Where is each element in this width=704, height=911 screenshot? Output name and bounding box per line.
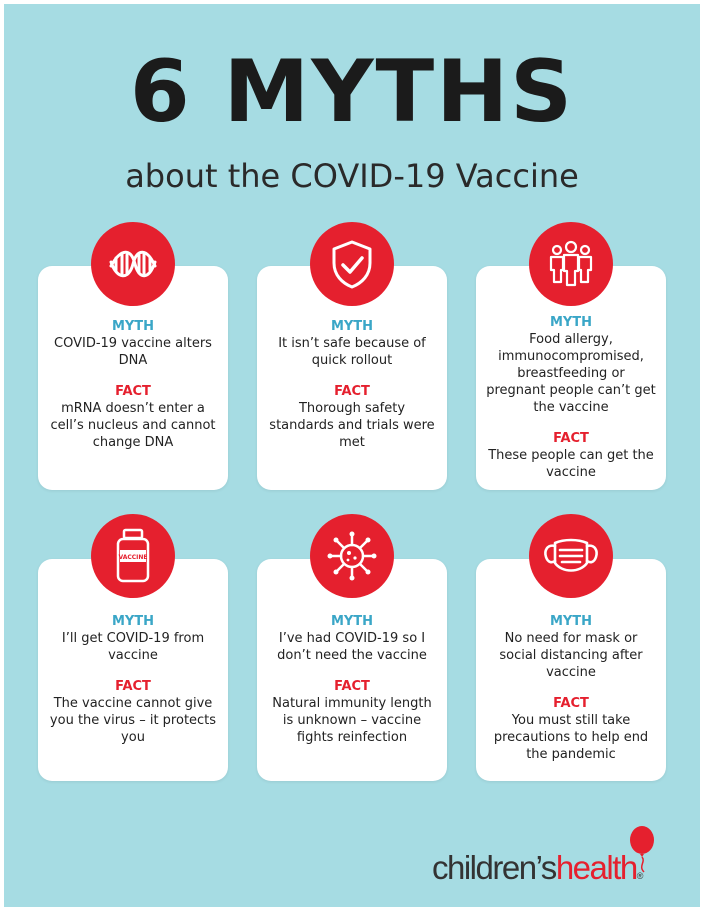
- myth-label: MYTH: [330, 614, 374, 629]
- myth-text: Food allergy, immunocompromised, breastfeeding or pregnant people can’t get the vaccine: [486, 332, 656, 415]
- people-group-icon: [529, 222, 613, 306]
- myth-label: MYTH: [549, 315, 593, 330]
- fact-label: FACT: [115, 679, 151, 694]
- logo-text-health: health: [555, 849, 637, 886]
- fact-text: The vaccine cannot give you the virus – it protects you: [49, 696, 217, 745]
- fact-text: These people can get the vaccine: [488, 448, 654, 480]
- fact-label: FACT: [334, 679, 370, 694]
- logo-text-childrens: children’s: [432, 849, 556, 886]
- fact-text: Natural immunity length is unknown – vaccine fights reinfection: [272, 696, 432, 745]
- fact-text: mRNA doesn’t enter a cell’s nucleus and cannot change DNA: [50, 401, 216, 450]
- vaccine-vial-icon: [91, 514, 175, 598]
- fact-label: FACT: [553, 431, 589, 446]
- myth-label: MYTH: [111, 614, 155, 629]
- childrens-health-logo: [432, 850, 643, 894]
- logo-registered-mark: ®: [636, 871, 644, 881]
- fact-label: FACT: [115, 384, 151, 399]
- dna-icon: [91, 222, 175, 306]
- page-subtitle: about the COVID-19 Vaccine: [125, 157, 579, 195]
- myth-text: It isn’t safe because of quick rollout: [278, 336, 426, 368]
- myth-label: MYTH: [111, 319, 155, 334]
- fact-text: You must still take precautions to help end the pandemic: [493, 713, 649, 762]
- vial-label: VACCINE: [118, 554, 148, 561]
- fact-label: FACT: [553, 696, 589, 711]
- myth-label: MYTH: [549, 614, 593, 629]
- myth-text: COVID-19 vaccine alters DNA: [54, 336, 212, 368]
- face-mask-icon: [529, 514, 613, 598]
- infographic: [4, 4, 700, 907]
- shield-check-icon: [310, 222, 394, 306]
- myth-text: I’ll get COVID-19 from vaccine: [61, 631, 205, 663]
- virus-icon: [310, 514, 394, 598]
- myth-text: I’ve had COVID-19 so I don’t need the vaccine: [277, 631, 427, 663]
- fact-label: FACT: [334, 384, 370, 399]
- fact-text: Thorough safety standards and trials were met: [269, 401, 435, 450]
- myth-label: MYTH: [330, 319, 374, 334]
- page-title: 6 MYTHS: [129, 42, 575, 142]
- myth-text: No need for mask or social distancing after vaccine: [499, 631, 643, 680]
